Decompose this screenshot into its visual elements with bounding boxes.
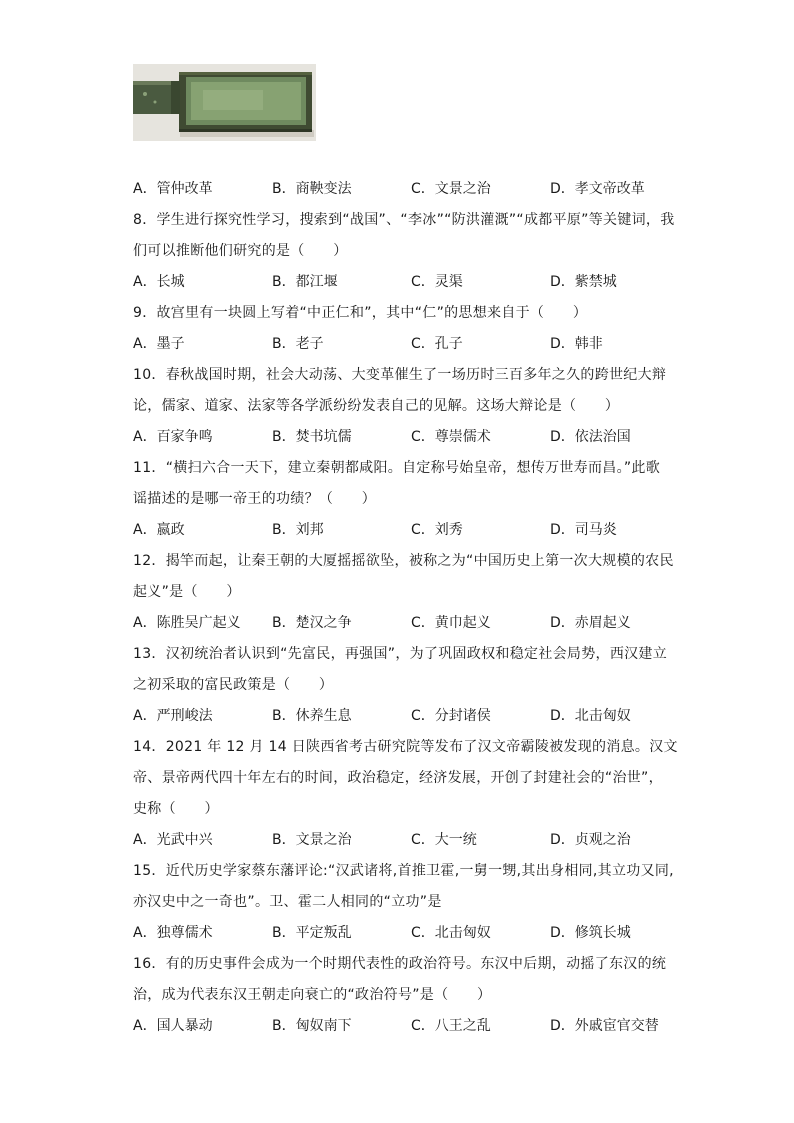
option-b[interactable]: B．老子 [272,336,324,352]
option-c[interactable]: C．大一统 [411,832,477,848]
option-d[interactable]: D．孝文帝改革 [550,181,645,197]
options-row [133,329,673,360]
option-d[interactable]: D．赤眉起义 [550,615,631,631]
option-c[interactable]: C．分封诸侯 [411,708,491,724]
option-c[interactable]: C．文景之治 [411,181,491,197]
option-c[interactable]: C．灵渠 [411,274,463,290]
option-d[interactable]: D．韩非 [550,336,603,352]
option-b[interactable]: B．刘邦 [272,522,324,538]
question-11 [133,453,673,546]
question-text: 15．近代历史学家蔡东藩评论:“汉武诸将,首推卫霍,一舅一甥,其出身相同,其立功又同, [133,863,674,879]
option-c[interactable]: C．黄巾起义 [411,615,491,631]
options-row [133,267,673,298]
question-list [133,174,678,1042]
option-b[interactable]: B．都江堰 [272,274,338,290]
question-text: 12．揭竿而起，让秦王朝的大厦摇摇欲坠，被称之为“中国历史上第一次大规模的农民 [133,553,674,569]
question-text: 14．2021 年 12 月 14 日陕西省考古研究院等发布了汉文帝霸陵被发现的消息。汉文 [133,739,678,755]
question-14 [133,732,678,856]
question-text: 们可以推断他们研究的是（ ） [133,243,348,259]
options-row [133,174,673,205]
option-b[interactable]: B．楚汉之争 [272,615,352,631]
question-text: 之初采取的富民政策是（ ） [133,677,334,693]
option-b[interactable]: B．商鞅变法 [272,181,352,197]
option-c[interactable]: C．孔子 [411,336,463,352]
bronze-vessel-image [133,64,316,141]
question-text: 16．有的历史事件会成为一个时期代表性的政治符号。东汉中后期，动摇了东汉的统 [133,956,667,972]
option-b[interactable]: B．休养生息 [272,708,352,724]
question-text: 谣描述的是哪一帝王的功绩？（ ） [133,491,377,507]
option-d[interactable]: D．外戚宦官交替 [550,1018,659,1034]
option-a[interactable]: A．百家争鸣 [133,429,213,445]
options-row [133,701,673,732]
question-16 [133,949,673,1042]
options-row [133,1011,673,1042]
option-d[interactable]: D．司马炎 [550,522,617,538]
option-d[interactable]: D．贞观之治 [550,832,631,848]
option-c[interactable]: C．刘秀 [411,522,463,538]
option-b[interactable]: B．平定叛乱 [272,925,352,941]
option-d[interactable]: D．修筑长城 [550,925,631,941]
option-a[interactable]: A．长城 [133,274,185,290]
option-c[interactable]: C．尊崇儒术 [411,429,491,445]
question-8 [133,205,673,298]
option-b[interactable]: B．匈奴南下 [272,1018,352,1034]
question-text: 8．学生进行探究性学习，搜索到“战国”、“李冰”“防洪灌溉”“成都平原”等关键词，我 [133,212,675,228]
option-a[interactable]: A．陈胜吴广起义 [133,615,241,631]
question-text: 11．“横扫六合一天下，建立秦朝都咸阳。自定称号始皇帝，想传万世寿而昌。”此歌 [133,460,661,476]
question-text: 史称（ ） [133,801,219,817]
option-a[interactable]: A．嬴政 [133,522,185,538]
question-text: 13．汉初统治者认识到“先富民，再强国”，为了巩固政权和稳定社会局势，西汉建立 [133,646,668,662]
question-15 [133,856,673,949]
question-text: 帝、景帝两代四十年左右的时间，政治稳定，经济发展，开创了封建社会的“治世”， [133,770,663,786]
question-text: 论，儒家、道家、法家等各学派纷纷发表自己的见解。这场大辩论是（ ） [133,398,620,414]
option-d[interactable]: D．紫禁城 [550,274,617,290]
option-a[interactable]: A．独尊儒术 [133,925,213,941]
option-a[interactable]: A．光武中兴 [133,832,213,848]
option-d[interactable]: D．依法治国 [550,429,631,445]
options-row [133,825,673,856]
options-row [133,608,673,639]
question-text: 9．故宫里有一块圆上写着“中正仁和”，其中“仁”的思想来自于（ ） [133,305,588,321]
question-7 [133,174,673,205]
options-row [133,515,673,546]
options-row [133,918,673,949]
option-c[interactable]: C．北击匈奴 [411,925,491,941]
option-a[interactable]: A．严刑峻法 [133,708,213,724]
question-9 [133,298,673,360]
option-d[interactable]: D．北击匈奴 [550,708,631,724]
option-b[interactable]: B．文景之治 [272,832,352,848]
question-text: 亦汉史中之一奇也”。卫、霍二人相同的“立功”是 [133,894,442,910]
option-b[interactable]: B．焚书坑儒 [272,429,352,445]
question-13 [133,639,673,732]
options-row [133,422,673,453]
option-a[interactable]: A．管仲改革 [133,181,213,197]
option-a[interactable]: A．国人暴动 [133,1018,213,1034]
question-text: 治，成为代表东汉王朝走向衰亡的“政治符号”是（ ） [133,987,492,1003]
option-a[interactable]: A．墨子 [133,336,185,352]
question-10 [133,360,673,453]
question-text: 起义”是（ ） [133,584,241,600]
option-c[interactable]: C．八王之乱 [411,1018,491,1034]
question-text: 10．春秋战国时期，社会大动荡、大变革催生了一场历时三百多年之久的跨世纪大辩 [133,367,667,383]
question-12 [133,546,673,639]
